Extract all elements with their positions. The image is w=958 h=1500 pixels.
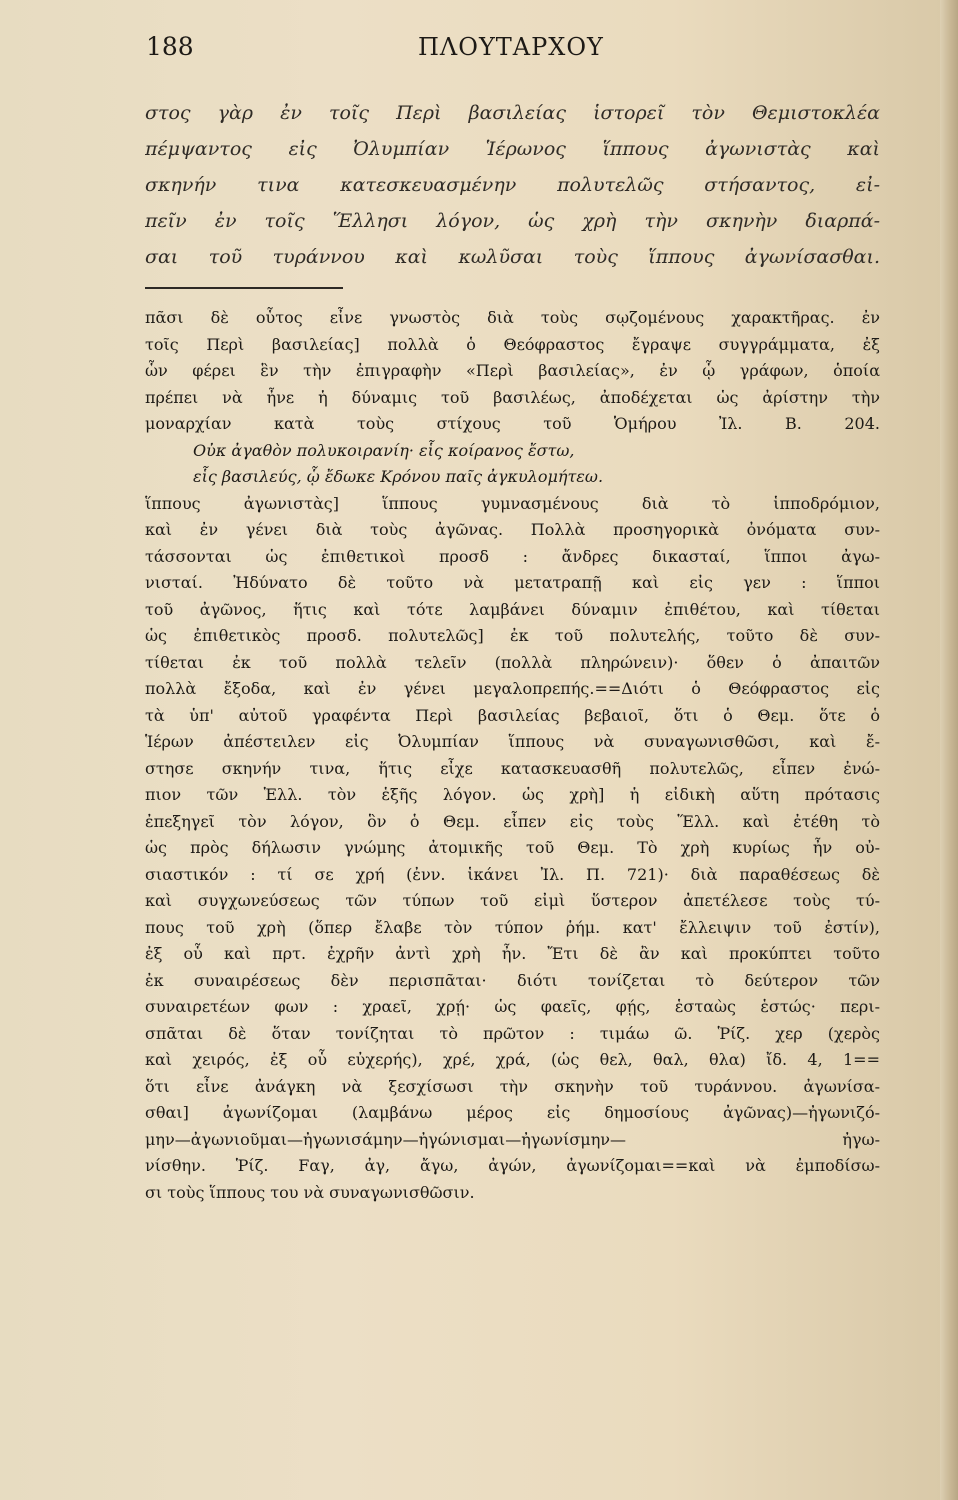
commentary-line: συναιρετέων φων : χραεῖ, χρῄ· ὡς φαεῖς, φῄς, ἑσταὼς ἑστώς· περι- (145, 997, 880, 1016)
commentary-verse-line: εἷς βασιλεύς, ᾧ ἔδωκε Κρόνου παῖς ἀγκυλομήτεω. (193, 467, 604, 486)
commentary-line: καὶ ἐν γένει διὰ τοὺς ἀγῶνας. Πολλὰ προσηγορικὰ ὀνόματα συν- (145, 520, 880, 539)
main-text-line: πεῖν ἐν τοῖς Ἕλλησι λόγον, ὡς χρὴ τὴν σκηνὴν διαρπά- (145, 210, 880, 232)
commentary-line: πιον τῶν Ἑλλ. τὸν ἑξῆς λόγον. ὡς χρὴ] ἡ εἰδικὴ αὕτη πρότασις (145, 785, 880, 804)
commentary-line: τοῦ ἀγῶνος, ἥτις καὶ τότε λαμβάνει δύναμιν ἐπιθέτου, καὶ τίθεται (145, 599, 880, 619)
main-text-line: σαι τοῦ τυράννου καὶ κωλῦσαι τοὺς ἵππους ἀγωνίσασθαι. (145, 246, 880, 268)
section-divider (145, 287, 343, 289)
commentary-line: ἐξ οὗ καὶ πρτ. ἐχρῆν ἀντὶ χρὴ ἦν. Ἔτι δὲ ἂν καὶ προκύπτει τοῦτο (145, 944, 880, 963)
commentary-line: καὶ χειρός, ἐξ οὗ εὐχερής), χρέ, χρά, (ὡς θελ, θαλ, θλα) ἴδ. 4, 1== (145, 1050, 880, 1069)
commentary-verse-line: Οὐκ ἀγαθὸν πολυκοιρανίη· εἷς κοίρανος ἔστω, (193, 440, 575, 460)
commentary-line: σθαι] ἀγωνίζομαι (λαμβάνω μέρος εἰς δημοσίους ἀγῶνας)—ἠγωνιζό- (145, 1103, 880, 1122)
commentary-line: Ἱέρων ἀπέστειλεν εἰς Ὀλυμπίαν ἵππους νὰ συναγωνισθῶσι, καὶ ἔ- (145, 732, 880, 751)
page-number: 188 (146, 32, 194, 61)
commentary-line: νίσθην. Ῥίζ. Fαγ, ἀγ, ἄγω, ἀγών, ἀγωνίζομαι==καὶ νὰ ἐμποδίσω- (145, 1156, 880, 1175)
book-gutter-shadow (940, 0, 958, 1500)
page-header (146, 32, 862, 70)
commentary-line: πους τοῦ χρὴ (ὅπερ ἔλαβε τὸν τύπον ῥήμ. κατ' ἔλλειψιν τοῦ ἐστίν), (145, 917, 880, 937)
commentary-line: τίθεται ἐκ τοῦ πολλὰ τελεῖν (πολλὰ πληρώνειν)· ὅθεν ὁ ἀπαιτῶν (145, 652, 880, 672)
commentary-line: ὧν φέρει ἓν τὴν ἐπιγραφὴν «Περὶ βασιλείας», ἐν ᾧ γράφων, ὁποία (145, 361, 880, 380)
main-text-line: σκηνήν τινα κατεσκευασμένην πολυτελῶς στήσαντος, εἰ- (145, 174, 880, 196)
commentary-line: πρέπει νὰ ἦνε ἡ δύναμις τοῦ βασιλέως, ἀποδέχεται ὡς ἀρίστην τὴν (145, 387, 880, 407)
commentary-line: ἐκ συναιρέσεως δὲν περισπᾶται· διότι τονίζεται τὸ δεύτερον τῶν (145, 970, 880, 990)
commentary-line: πᾶσι δὲ οὗτος εἶνε γνωστὸς διὰ τοὺς σῳζομένους χαρακτῆρας. ἐν (145, 308, 880, 327)
commentary-line: ἐπεξηγεῖ τὸν λόγον, ὃν ὁ Θεμ. εἶπεν εἰς τοὺς Ἕλλ. καὶ ἐτέθη τὸ (145, 811, 880, 831)
commentary-line: καὶ συγχωνεύσεως τῶν τύπων τοῦ εἰμὶ ὕστερον ἀπετέλεσε τοὺς τύ- (145, 891, 880, 910)
main-text (145, 95, 880, 275)
commentary-line: σιαστικόν : τί σε χρή (ἐνν. ἱκάνει Ἰλ. Π. 721)· διὰ παραθέσεως δὲ (145, 864, 880, 884)
commentary-line: πολλὰ ἔξοδα, καὶ ἐν γένει μεγαλοπρεπής.==Διότι ὁ Θεόφραστος εἰς (145, 679, 880, 698)
commentary-line: τὰ ὑπ' αὐτοῦ γραφέντα Περὶ βασιλείας βεβαιοῖ, ὅτι ὁ Θεμ. ὅτε ὁ (145, 705, 880, 725)
commentary-line: ὅτι εἶνε ἀνάγκη νὰ ξεσχίσωσι τὴν σκηνὴν τοῦ τυράννου. ἀγωνίσα- (145, 1076, 880, 1096)
commentary-line: νισταί. Ἠδύνατο δὲ τοῦτο νὰ μετατραπῇ καὶ εἰς γεν : ἵπποι (145, 573, 880, 592)
commentary-line: τοῖς Περὶ βασιλείας] πολλὰ ὁ Θεόφραστος ἔγραψε συγγράμματα, ἐξ (145, 334, 880, 354)
commentary-line: ὡς ἐπιθετικὸς προσδ. πολυτελῶς] ἐκ τοῦ πολυτελής, τοῦτο δὲ συν- (145, 626, 880, 645)
commentary-line: σι τοὺς ἵππους του νὰ συναγωνισθῶσιν. (145, 1182, 475, 1202)
commentary-text (145, 305, 880, 1206)
commentary-line: μην—ἀγωνιοῦμαι—ἠγωνισάμην—ἠγώνισμαι—ἠγωνίσμην— ἠγω- (145, 1129, 880, 1149)
main-text-line: στος γὰρ ἐν τοῖς Περὶ βασιλείας ἱστορεῖ τὸν Θεμιστοκλέα (145, 102, 880, 124)
commentary-line: σπᾶται δὲ ὅταν τονίζηται τὸ πρῶτον : τιμάω ῶ. Ῥίζ. χερ (χερὸς (145, 1023, 880, 1043)
running-head: ΠΛΟΥΤΑΡΧΟΥ (418, 33, 604, 61)
commentary-line: ὡς πρὸς δήλωσιν γνώμης ἀτομικῆς τοῦ Θεμ. Τὸ χρὴ κυρίως ἦν οὐ- (145, 838, 880, 857)
commentary-line: μοναρχίαν κατὰ τοὺς στίχους τοῦ Ὁμήρου Ἰλ. Β. 204. (145, 414, 880, 433)
commentary-line: στησε σκηνήν τινα, ἥτις εἶχε κατασκευασθῆ πολυτελῶς, εἶπεν ἐνώ- (145, 758, 880, 778)
commentary-line: ἵππους ἀγωνιστὰς] ἵππους γυμνασμένους διὰ τὸ ἱπποδρόμιον, (145, 493, 880, 513)
commentary-line: τάσσονται ὡς ἐπιθετικοὶ προσδ : ἄνδρες δικασταί, ἵπποι ἀγω- (145, 546, 880, 566)
main-text-line: πέμψαντος εἰς Ὀλυμπίαν Ἱέρωνος ἵππους ἀγωνιστὰς καὶ (145, 138, 880, 160)
